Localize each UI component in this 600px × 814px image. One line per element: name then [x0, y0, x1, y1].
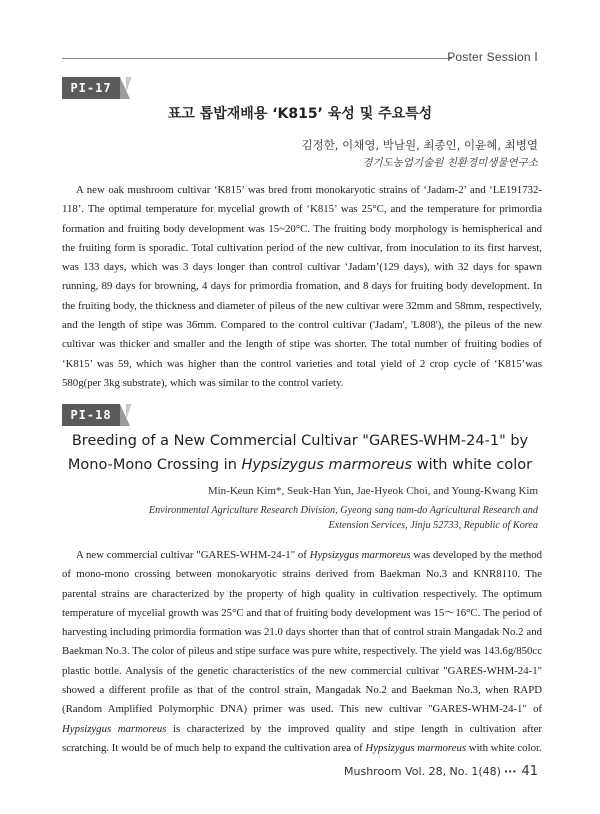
species-name: Hypsizygus marmoreus [62, 722, 167, 735]
paper-authors: 김정한, 이채영, 박남원, 최종인, 이윤혜, 최병열 [301, 138, 538, 152]
affiliation-line-1: Environmental Agriculture Research Division, Gyeong sang nam-do Agricultural Research and [148, 505, 538, 516]
session-label: Poster Session Ⅰ [447, 50, 538, 64]
paper-title: 표고 톱밥재배용 ‘K815’ 육성 및 주요특성 [167, 106, 433, 122]
paper-title [0, 429, 600, 477]
abstract-text: A new commercial cultivar "GARES-WHM-24-1" of [76, 549, 310, 561]
paper-title-line-1: Breeding of a New Commercial Cultivar "GARES-WHM-24-1" by [71, 433, 529, 449]
species-name: Hypsizygus marmoreus [309, 549, 411, 561]
paper-title-line-2 [0, 453, 600, 477]
abstract-text: is characterized by the improved quality and stipe length in cultivation after scratching. It would be of much help to expand the cultivation area of [62, 722, 543, 754]
abstract-text: with white color. [466, 741, 542, 754]
species-name: Hypsizygus marmoreus [241, 457, 413, 473]
paper-abstract [62, 546, 542, 758]
tag-stripe [126, 404, 132, 426]
paper-tag-label: PI-18 [62, 404, 120, 426]
page-footer [344, 764, 538, 779]
paper-abstract: A new oak mushroom cultivar ‘K815’ was bred from monokaryotic strains of ‘Jadam-2’ and ‘LE191732-118’. The optimal temperature for mycelial growth of ‘K815’ was 25°C, and the temperature for primordia formation and fruiting body development was 15~20°C. The fruiting body morphology is hemispherical and the fruiting form is sporadic. Total cultivation period of the new cultivar, from inoculation to its first harvest, was 133 days, which was 3 days longer than control cultivar ‘Jadam’(129 days), with 32 days for spawn running, 89 days for browning, 4 days for primordia fromation, and 8 days for fruiting body development. In the fruiting body, the thickness and diameter of pileus of the new cultivar were 32mm and 58mm, respectively, and the length of stipe was 36mm. Compared to the control cultivar ('Jadam', 'L808'), the pileus of the new cultivar was thicker and smaller and the length of stipe was shorter. The total number of fruiting bodies of ‘K815’ was 59, which was higher than the control varieties and total yield of 2 crop cycle of ‘K815’was 580g(per 3kg substrate), which was similar to the control variety. [62, 184, 542, 389]
species-name: Hypsizygus marmoreus [365, 741, 467, 754]
paper-affiliation [98, 503, 538, 533]
page-number: 41 [521, 764, 538, 779]
tag-stripe [126, 77, 132, 99]
title-text: Mono-Mono Crossing in [67, 457, 242, 473]
paper-tag-label: PI-17 [62, 77, 120, 99]
footer-dots: ··· [503, 765, 517, 778]
abstract-text: was developed by the method of mono-mono crossing between monokaryotic strains derived from Baekman No.3 and KNR8110. The parental strains are characterized by the property of high quality in cultivation respectively. The optimum temperature of mycelial growth was 25°C and that of fruiting body development was 15～16°C. The period of harvesting including primordia formation was 21.0 days shorter than that of control strain Mangadak No.2 and Baekman No.3. The color of pileus and stipe surface was pure white, respectively. The yield was 143.6g/850cc plastic bottle. Analysis of the genetic characteristics of the new commercial cultivar "GARES-WHM-24-1" showed a different profile as that of the control strain, Mangadak No.2 and Baekman No.3, when RAPD (Random Amplified Polymorphic DNA) primer was used. This new cultivar "GARES-WHM-24-1" of [62, 549, 543, 716]
paper-authors: Min-Keun Kim*, Seuk-Han Yun, Jae-Hyeok Choi, and Young-Kwang Kim [207, 485, 538, 497]
title-text: with white color [412, 457, 533, 473]
header-rule [62, 58, 452, 59]
affiliation-line-2: Extension Services, Jinju 52733, Republic of Korea [328, 520, 538, 531]
paper-affiliation: 경기도농업기술원 친환경미생물연구소 [362, 157, 538, 169]
journal-citation: Mushroom Vol. 28, No. 1(48) [344, 765, 501, 778]
